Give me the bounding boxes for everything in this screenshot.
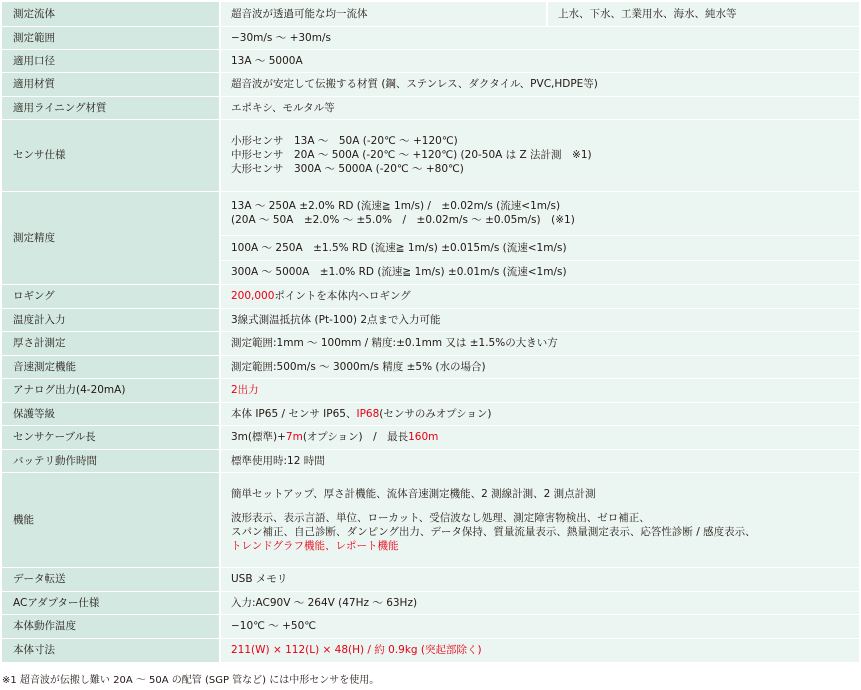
value-dimensions: 211(W) × 112(L) × 48(H) / 約 0.9kg (突起部除く): [220, 638, 859, 662]
row-sensor: [2, 119, 859, 191]
row-range: [2, 26, 859, 49]
protection-ip68: IP68: [356, 407, 380, 420]
value-thickness: 測定範囲:1mm ～ 100mm / 精度:±0.1mm 又は ±1.5%の大きい方: [220, 331, 859, 355]
label-cable: センサケーブル長: [2, 425, 220, 449]
value-accuracy-3: 300A ～ 5000A ±1.0% RD (流速≧ 1m/s) ±0.01m/s (流速<1m/s): [220, 260, 859, 284]
label-accuracy: 測定精度: [2, 191, 220, 284]
row-transfer: [2, 567, 859, 591]
row-diameter: [2, 49, 859, 72]
label-material: 適用材質: [2, 72, 220, 96]
cable-standard: 3m(標準)+: [231, 431, 286, 443]
cable-max-length: 160m: [408, 431, 439, 443]
sensor-large: 大形センサ 300A ～ 5000A (-20℃ ～ +80℃): [231, 163, 464, 175]
row-lining: [2, 96, 859, 119]
footnote: ※1 超音波が伝搬し難い 20A ～ 50A の配管 (SGP 管など) には中形センサを使用。: [2, 675, 380, 686]
value-temp-input: 3線式測温抵抗体 (Pt-100) 2点まで入力可能: [220, 308, 859, 331]
label-lining: 適用ライニング材質: [2, 96, 220, 119]
row-analog: [2, 378, 859, 402]
value-battery: 標準使用時:12 時間: [220, 449, 859, 472]
value-cable: [220, 425, 859, 449]
logging-count: 200,000: [231, 290, 275, 302]
functions-line-3: スパン補正、自己診断、ダンピング出力、データ保持、質量流量表示、熱量測定表示、応答性診断 / 感度表示、: [231, 525, 756, 538]
cable-option-length: 7m: [285, 431, 303, 443]
protection-option: (センサのみオプション): [379, 407, 492, 420]
label-fluid: 測定流体: [2, 2, 220, 26]
sensor-small: 小形センサ 13A ～ 50A (-20℃ ～ +120℃): [231, 135, 458, 147]
row-functions: [2, 472, 859, 567]
value-diameter: 13A ～ 5000A: [220, 49, 859, 72]
row-protection: [2, 402, 859, 425]
value-material: 超音波が安定して伝搬する材質 (鋼、ステンレス、ダクタイル、PVC,HDPE等): [220, 72, 859, 96]
label-op-temp: 本体動作温度: [2, 614, 220, 638]
value-protection: [220, 402, 859, 425]
label-transfer: データ転送: [2, 567, 220, 591]
row-fluid: [2, 2, 859, 26]
sensor-medium: 中形センサ 20A ～ 500A (-20℃ ～ +120℃) (20-50A は Z 法計測 ※1): [231, 149, 592, 161]
label-logging: ロギング: [2, 284, 220, 308]
row-accuracy-1: [2, 191, 859, 235]
row-op-temp: [2, 614, 859, 638]
protection-standard: 本体 IP65 / センサ IP65、: [231, 407, 357, 420]
label-analog: アナログ出力(4-20mA): [2, 378, 220, 402]
row-dimensions: [2, 638, 859, 662]
label-battery: バッテリ動作時間: [2, 449, 220, 472]
label-sound-speed: 音速測定機能: [2, 355, 220, 378]
value-range: −30m/s ～ +30m/s: [220, 26, 859, 49]
spec-table: [2, 2, 859, 663]
value-sound-speed: 測定範囲:500m/s ～ 3000m/s 精度 ±5% (水の場合): [220, 355, 859, 378]
value-lining: エポキシ、モルタル等: [220, 96, 859, 119]
value-logging: [220, 284, 859, 308]
accuracy-line-1: 13A ～ 250A ±2.0% RD (流速≧ 1m/s) / ±0.02m/s (流速<1m/s): [231, 200, 561, 212]
label-thickness: 厚さ計測定: [2, 331, 220, 355]
value-analog: 2出力: [220, 378, 859, 402]
row-material: [2, 72, 859, 96]
row-cable: [2, 425, 859, 449]
value-fluid-examples: 上水、下水、工業用水、海水、純水等: [547, 2, 859, 26]
row-thickness: [2, 331, 859, 355]
label-dimensions: 本体寸法: [2, 638, 220, 662]
value-accuracy-2: 100A ～ 250A ±1.5% RD (流速≧ 1m/s) ±0.015m/s (流速<1m/s): [220, 235, 859, 260]
label-sensor: センサ仕様: [2, 119, 220, 191]
row-battery: [2, 449, 859, 472]
value-adapter: 入力:AC90V ～ 264V (47Hz ～ 63Hz): [220, 591, 859, 614]
value-op-temp: −10℃ ～ +50℃: [220, 614, 859, 638]
functions-line-2: 波形表示、表示言語、単位、ローカット、受信波なし処理、測定障害物検出、ゼロ補正、: [231, 511, 650, 524]
logging-text: ポイントを本体内へロギング: [274, 290, 411, 302]
value-sensor: [220, 119, 859, 191]
cable-option-text: (オプション) / 最長: [302, 431, 409, 443]
row-adapter: [2, 591, 859, 614]
value-transfer: USB メモリ: [220, 567, 859, 591]
functions-line-4: トレンドグラフ機能、レポート機能: [231, 539, 399, 552]
label-protection: 保護等級: [2, 402, 220, 425]
functions-spacer: [231, 501, 859, 511]
row-logging: [2, 284, 859, 308]
value-functions: [220, 472, 859, 567]
label-functions: 機能: [2, 472, 220, 567]
value-accuracy-1: [220, 191, 859, 235]
row-temp-input: [2, 308, 859, 331]
accuracy-line-2: (20A ～ 50A ±2.0% ～ ±5.0% / ±0.02m/s ～ ±0.05m/s) (※1): [231, 214, 575, 226]
label-range: 測定範囲: [2, 26, 220, 49]
label-diameter: 適用口径: [2, 49, 220, 72]
label-adapter: ACアダプター仕様: [2, 591, 220, 614]
functions-line-1: 簡単セットアップ、厚さ計機能、流体音速測定機能、2 測線計測、2 測点計測: [231, 487, 596, 500]
label-temp-input: 温度計入力: [2, 308, 220, 331]
value-fluid: 超音波が透過可能な均一流体: [220, 2, 547, 26]
row-sound-speed: [2, 355, 859, 378]
